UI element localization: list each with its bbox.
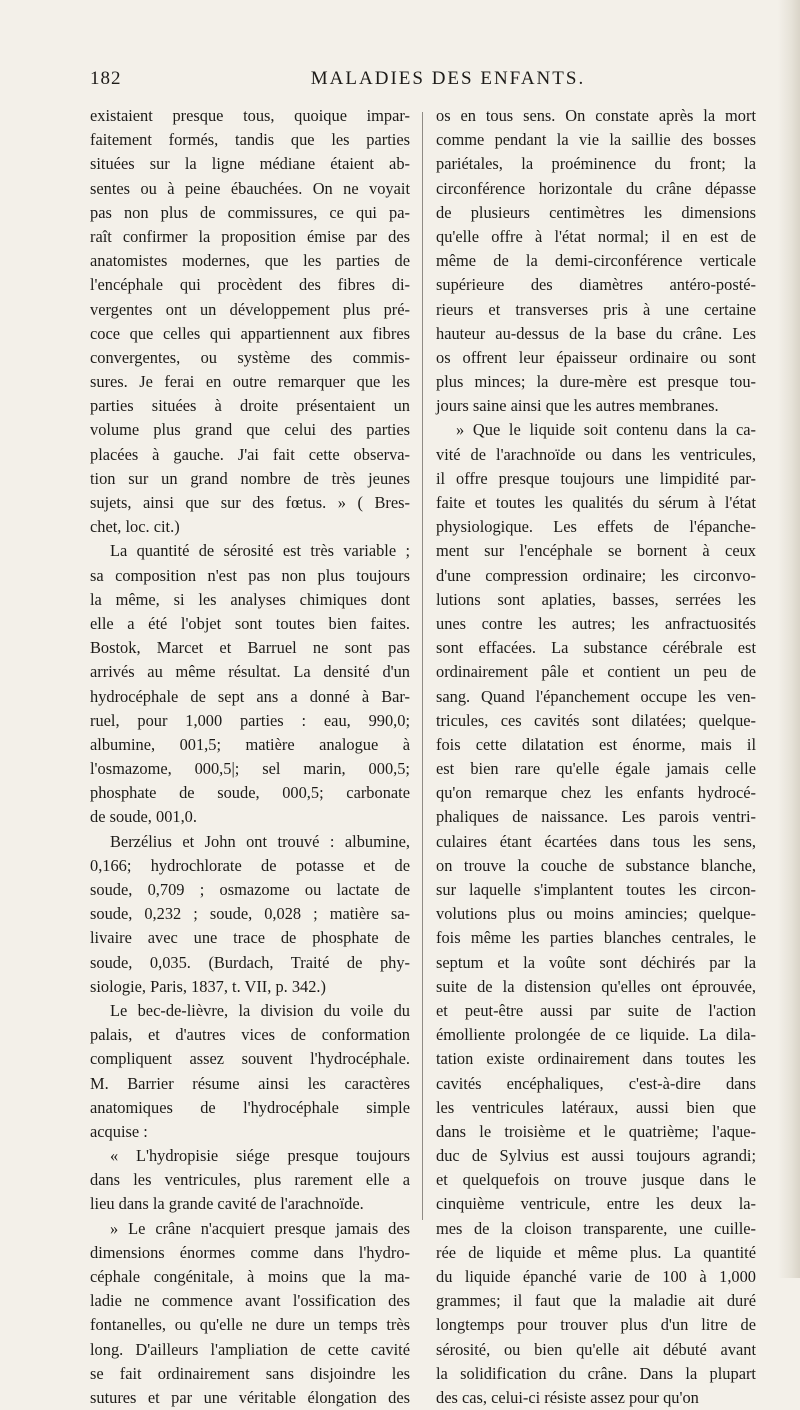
text-line: il offre presque toujours une limpidité par-	[436, 468, 756, 488]
text-line: volume plus grand que celui des parties	[90, 420, 410, 440]
text-line: « L'hydropisie siége presque toujours	[110, 1146, 410, 1166]
left-text-column	[90, 104, 410, 1410]
text-line: de soude, 001,0.	[90, 807, 197, 827]
text-line: lutions sont aplaties, basses, serrées les	[436, 589, 756, 609]
text-line: soude, 0,035. (Burdach, Traité de phy-	[90, 952, 410, 972]
text-line: suite de la distension qu'elles ont éprouvée,	[436, 976, 756, 996]
text-line: rieurs et transverses pris à une certaine	[436, 299, 756, 319]
text-line: ladie ne commence avant l'ossification des	[90, 1291, 410, 1311]
text-line: d'une compression ordinaire; les circonvo-	[436, 565, 756, 585]
page-edge-shadow	[778, 0, 800, 1278]
text-line: sérosité, ou bien qu'elle ait débuté avant	[436, 1339, 756, 1359]
text-line: sentes ou à peine ébauchées. On ne voyait	[90, 178, 410, 198]
text-line: de plusieurs centimètres les dimensions	[436, 202, 756, 222]
text-line: livaire avec une trace de phosphate de	[90, 928, 410, 948]
text-line: La quantité de sérosité est très variable ;	[110, 541, 410, 561]
text-line: pas non plus de commissures, ce qui pa-	[90, 202, 410, 222]
text-line: unes contre les autres; les anfractuosités	[436, 613, 756, 633]
text-line: tricules, ces cavités sont dilatées; quelque-	[436, 710, 756, 730]
text-line: anatomistes modernes, que les parties de	[90, 251, 410, 271]
text-line: raît confirmer la proposition émise par des	[90, 226, 410, 246]
text-line: vergentes ont un développement plus pré-	[90, 299, 410, 319]
text-line: os offrent leur épaisseur ordinaire ou sont	[436, 347, 756, 367]
text-line: hauteur au-dessus de la base du crâne. Les	[436, 323, 756, 343]
column-divider	[422, 112, 423, 1220]
text-line: volutions plus ou moins amincies; quelque-	[436, 904, 756, 924]
text-line: existaient presque tous, quoique impar-	[90, 106, 410, 125]
text-line: phosphate de soude, 000,5; carbonate	[90, 783, 410, 803]
text-line: elle a été l'objet sont toutes bien faites.	[90, 613, 410, 633]
text-line: palais, et d'autres vices de conformation	[90, 1025, 410, 1045]
running-title: MALADIES DES ENFANTS.	[310, 68, 586, 89]
text-line: supérieure des diamètres antéro-posté-	[436, 275, 756, 295]
text-line: convergentes, ou système des commis-	[90, 347, 410, 367]
text-line: 0,166; hydrochlorate de potasse et de	[90, 855, 410, 875]
text-line: comme pendant la vie la saillie des bosses	[436, 130, 756, 150]
text-line: Le bec-de-lièvre, la division du voile du	[110, 1000, 410, 1020]
text-line: rée de liquide et même plus. La quantité	[436, 1242, 756, 1262]
text-line: faite et toutes les qualités du sérum à l'état	[436, 493, 756, 512]
text-line: des cas, celui-ci résiste assez pour qu'on	[436, 1387, 699, 1407]
text-line: émolliente prolongée de ce liquide. La dila-	[436, 1025, 756, 1045]
text-line: acquise :	[90, 1121, 148, 1141]
text-line: et quelquefois on trouve jusque dans le	[436, 1170, 756, 1190]
text-line: coce que celles qui appartiennent aux fibres	[90, 323, 410, 343]
text-line: ordinairement pâle et contient un peu de	[436, 662, 756, 682]
text-line: situées sur la ligne médiane étaient ab-	[90, 154, 410, 174]
text-line: duc de Sylvius est aussi toujours agrandi;	[436, 1146, 756, 1166]
text-line: fois cette dilatation est énorme, mais il	[436, 734, 756, 754]
text-line: dans le troisième et le quatrième; l'aque-	[436, 1121, 756, 1141]
running-header	[90, 68, 730, 92]
text-line: longtemps pour trouver plus d'un litre de	[436, 1315, 756, 1335]
text-line: dans les ventricules, plus rarement elle a	[90, 1170, 410, 1190]
text-line: est bien rare qu'elle égale jamais celle	[436, 759, 756, 779]
text-line: ruel, pour 1,000 parties : eau, 990,0;	[90, 710, 410, 730]
text-line: l'osmazome, 000,5|; sel marin, 000,5;	[90, 759, 410, 779]
text-line: » Le crâne n'acquiert presque jamais des	[110, 1218, 410, 1238]
text-line: dimensions énormes comme dans l'hydro-	[90, 1242, 410, 1262]
text-line: la même, si les analyses chimiques dont	[90, 589, 410, 609]
text-line: M. Barrier résume ainsi les caractères	[90, 1073, 410, 1093]
text-line: faitement formés, tandis que les parties	[90, 130, 410, 150]
text-line: du liquide épanché varie de 100 à 1,000	[436, 1267, 756, 1286]
text-line: même de la demi-circonférence verticale	[436, 251, 756, 271]
text-line: albumine, 001,5; matière analogue à	[90, 734, 410, 754]
text-line: céphale congénitale, à moins que la ma-	[90, 1267, 410, 1286]
text-line: qu'elle offre à l'état normal; il en est de	[436, 226, 756, 246]
text-line: sur laquelle s'implantent toutes les circon-	[436, 880, 756, 899]
text-line: jours saine ainsi que les autres membranes.	[436, 396, 719, 416]
text-line: pariétales, la proéminence du front; la	[436, 154, 756, 174]
text-line: culaires étant écartées dans tous les sens,	[436, 831, 756, 851]
text-line: tation existe ordinairement dans toutes les	[436, 1049, 756, 1069]
text-line: fontanelles, ou qu'elle ne dure un temps très	[90, 1315, 410, 1335]
text-line: Berzélius et John ont trouvé : albumine,	[110, 831, 410, 851]
text-line: parties situées à droite présentaient un	[90, 396, 410, 416]
text-line: cinquième ventricule, entre les deux la-	[436, 1194, 756, 1214]
text-line: on trouve la couche de substance blanche,	[436, 855, 756, 875]
text-line: sujets, ainsi que sur des fœtus. » ( Bres-	[90, 493, 410, 512]
text-line: sutures et par une véritable élongation des	[90, 1387, 410, 1407]
text-line: qu'on remarque chez les enfants hydrocé-	[436, 783, 756, 803]
right-text-column	[436, 104, 756, 1410]
text-line: Bostok, Marcet et Barruel ne sont pas	[90, 638, 410, 658]
page-number: 182	[90, 68, 122, 89]
text-line: mes de la cloison transparente, une cuille-	[436, 1218, 756, 1238]
text-line: vité de l'arachnoïde ou dans les ventricules,	[436, 444, 756, 464]
text-line: sont effacées. La substance cérébrale est	[436, 638, 756, 658]
text-line: sures. Je ferai en outre remarquer que les	[90, 372, 410, 392]
text-line: fois même les parties blanches centrales, le	[436, 928, 756, 948]
text-line: siologie, Paris, 1837, t. VII, p. 342.)	[90, 976, 326, 996]
text-line: cavités encéphaliques, c'est-à-dire dans	[436, 1073, 756, 1093]
text-line: soude, 0,709 ; osmazome ou lactate de	[90, 880, 410, 899]
text-line: se fait ordinairement sans disjoindre les	[90, 1363, 410, 1383]
text-line: compliquent assez souvent l'hydrocéphale.	[90, 1049, 410, 1069]
text-line: os en tous sens. On constate après la mort	[436, 106, 756, 125]
text-line: chet, loc. cit.)	[90, 517, 180, 537]
text-line: et peut-être aussi par suite de l'action	[436, 1000, 756, 1020]
text-line: les ventricules latéraux, aussi bien que	[436, 1097, 756, 1117]
text-line: septum et la voûte sont déchirés par la	[436, 952, 756, 972]
text-line: tion sur un grand nombre de très jeunes	[90, 468, 410, 488]
text-line: » Que le liquide soit contenu dans la ca-	[456, 420, 756, 440]
text-line: long. D'ailleurs l'ampliation de cette cavité	[90, 1339, 410, 1359]
text-line: sang. Quand l'épanchement occupe les ven-	[436, 686, 756, 706]
text-line: anatomiques de l'hydrocéphale simple	[90, 1097, 410, 1117]
text-line: hydrocéphale de sept ans a donné à Bar-	[90, 686, 410, 706]
text-line: l'encéphale qui procèdent des fibres di-	[90, 275, 410, 295]
text-line: circonférence horizontale du crâne dépasse	[436, 178, 756, 198]
text-line: arrivés au même résultat. La densité d'un	[90, 662, 410, 682]
text-line: phaliques de naissance. Les parois ventri-	[436, 807, 756, 827]
text-line: physiologique. Les effets de l'épanche-	[436, 517, 756, 537]
text-line: sa composition n'est pas non plus toujours	[90, 565, 410, 585]
text-line: ment sur l'encéphale se bornent à ceux	[436, 541, 756, 561]
text-line: soude, 0,232 ; soude, 0,028 ; matière sa-	[90, 904, 410, 924]
text-line: plus minces; la dure-mère est presque tou-	[436, 372, 756, 392]
text-line: placées à gauche. J'ai fait cette observa-	[90, 444, 410, 464]
text-line: lieu dans la grande cavité de l'arachnoïde.	[90, 1194, 364, 1214]
text-line: la solidification du crâne. Dans la plupart	[436, 1363, 756, 1383]
text-line: grammes; il faut que la maladie ait duré	[436, 1291, 756, 1311]
